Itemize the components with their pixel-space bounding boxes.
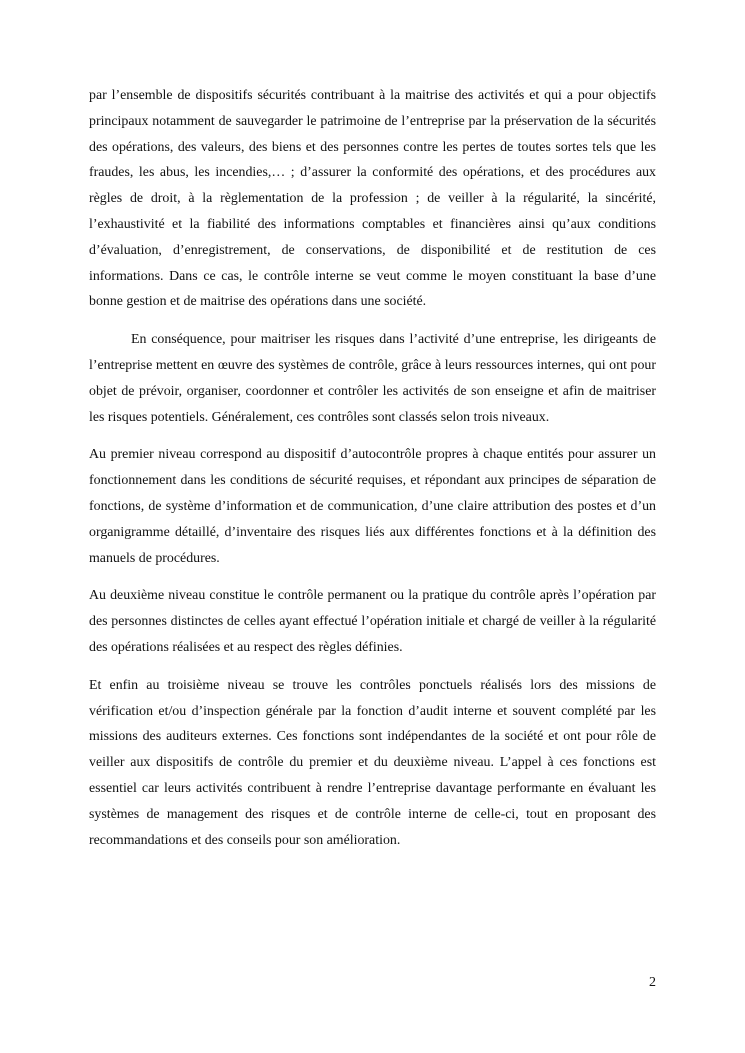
- paragraph-3: Au premier niveau correspond au dispositif d’autocontrôle propres à chaque entités pour assurer un fonctionnement dans les conditions de sécurité requises, et répondant aux principes de séparation de fonctions, de système d’information et de communication, d’une claire attribution des postes et d’un organigramme détaillé, d’inventaire des risques liés aux différentes fonctions et à la définition des manuels de procédures.: [89, 447, 656, 566]
- paragraph-4: Au deuxième niveau constitue le contrôle permanent ou la pratique du contrôle après l’opération par des personnes distinctes de celles ayant effectué l’opération initiale et chargé de veiller à la régularité des opérations réalisées et au respect des règles définies.: [89, 588, 656, 655]
- paragraph-2: En conséquence, pour maitriser les risques dans l’activité d’une entreprise, les dirigeants de l’entreprise mettent en œuvre des systèmes de contrôle, grâce à leurs ressources internes, qui ont pour objet de prévoir, organiser, coordonner et contrôler les activités de son enseigne et afin de maitriser les risques potentiels. Généralement, ces contrôles sont classés selon trois niveaux.: [89, 332, 656, 425]
- paragraph-5: Et enfin au troisième niveau se trouve les contrôles ponctuels réalisés lors des missions de vérification et/ou d’inspection générale par la fonction d’audit interne et souvent complété par les missions des auditeurs externes. Ces fonctions sont indépendantes de la société et ont pour rôle de veiller aux dispositifs de contrôle du premier et du deuxième niveau. L’appel à ces fonctions est essentiel car leurs activités contribuent à rendre l’entreprise davantage performante en évaluant les systèmes de management des risques et de contrôle interne de celle-ci, tout en proposant des recommandations et des conseils pour son amélioration.: [89, 677, 656, 848]
- body-text: [89, 83, 656, 865]
- paragraph-1: par l’ensemble de dispositifs sécurités contribuant à la maitrise des activités et qui a pour objectifs principaux notamment de sauvegarder le patrimoine de l’entreprise par la préservation de la sécurités des opérations, des valeurs, des biens et des personnes contre les pertes de toutes sortes tels que les fraudes, les abus, les incendies,… ; d’assurer la conformité des opérations, et des procédures aux règles de droit, à la règlementation de la profession ; de veiller à la régularité, la sincérité, l’exhaustivité et la fiabilité des informations comptables et financières ainsi qu’aux conditions d’évaluation, d’enregistrement, de conservations, de disponibilité et de restitution de ces informations. Dans ce cas, le contrôle interne se veut comme le moyen constituant la base d’une bonne gestion et de maitrise des opérations dans une société.: [89, 88, 656, 310]
- page-number: 2: [649, 975, 656, 990]
